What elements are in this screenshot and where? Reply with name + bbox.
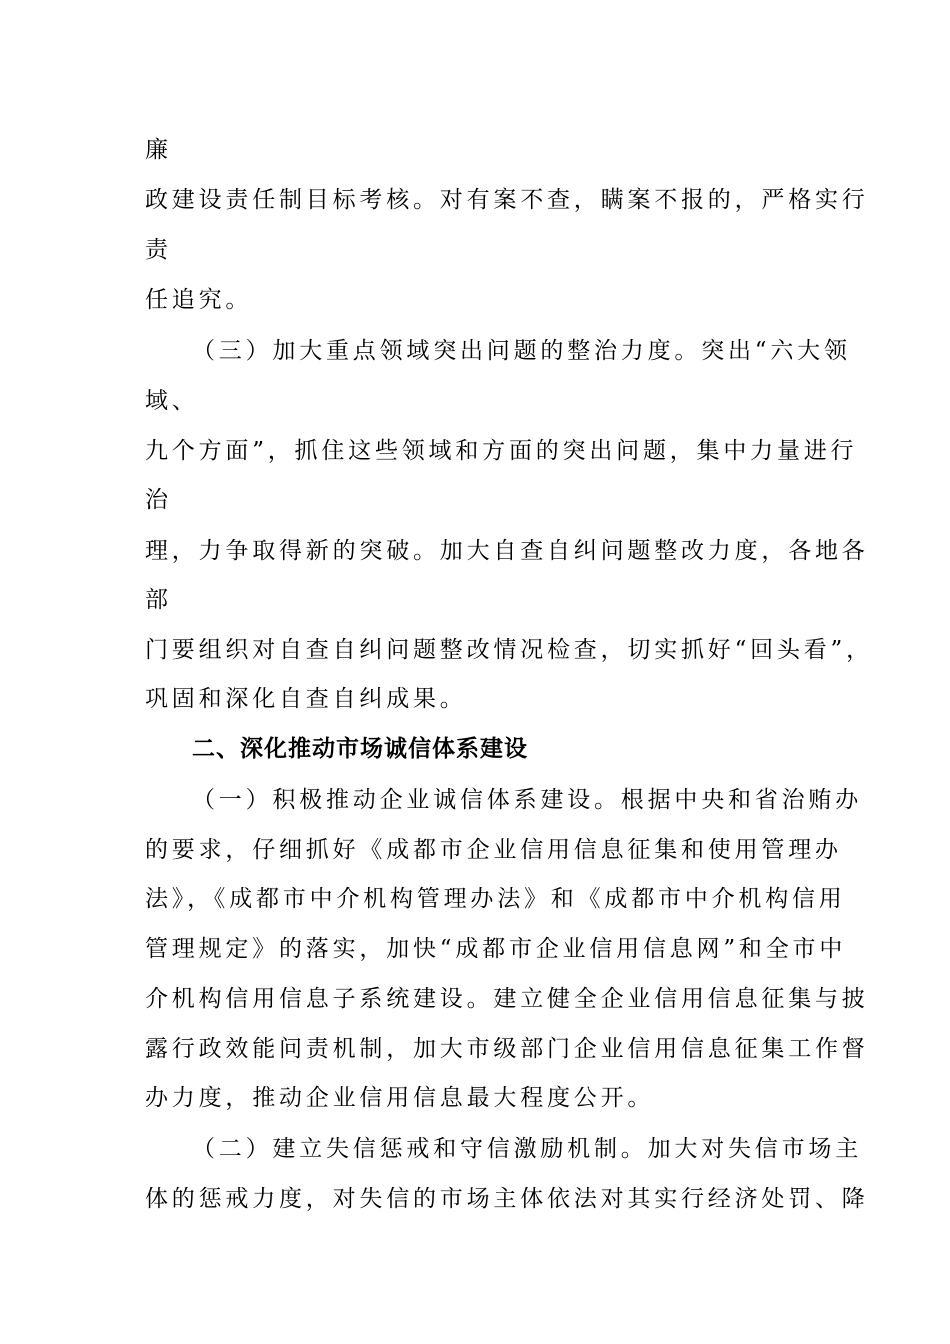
text-line: 巩固和深化自查自纠成果。 xyxy=(145,686,467,712)
text-line: 理，力争取得新的突破。加大自查自纠问题整改力度，各地各 xyxy=(145,538,869,564)
paragraph-heading: （一）积极推动企业诚信体系建设。根据中央和省治贿办 xyxy=(192,787,862,813)
text-line: 门要组织对自查自纠问题整改情况检查，切实抓好“回头看”， xyxy=(145,637,873,663)
text-line: 政建设责任制目标考核。对有案不查，瞒案不报的，严格实行 xyxy=(145,187,869,213)
text-line: 露行政效能问责机制，加大市级部门企业信用信息征集工作督 xyxy=(145,1036,869,1062)
text-line: 部 xyxy=(145,587,172,613)
text-line: 的要求，仔细抓好《成都市企业信用信息征集和使用管理办 xyxy=(145,837,842,863)
text-line: 域、 xyxy=(145,388,199,414)
text-line: 体的惩戒力度，对失信的市场主体依法对其实行经济处罚、降 xyxy=(145,1186,869,1212)
paragraph-heading: （三）加大重点领域突出问题的整治力度。突出“六大领 xyxy=(192,338,851,364)
text-line: 责 xyxy=(145,237,172,263)
text-line: 介机构信用信息子系统建设。建立健全企业信用信息征集与披 xyxy=(145,986,869,1012)
paragraph-heading: （二）建立失信惩戒和守信激励机制。加大对失信市场主 xyxy=(192,1136,862,1162)
text-line: 办力度，推动企业信用信息最大程度公开。 xyxy=(145,1085,655,1111)
text-line: 治 xyxy=(145,487,172,513)
text-line: 任追究。 xyxy=(145,287,253,313)
text-line: 法》，《成都市中介机构管理办法》和《成都市中介机构信用 xyxy=(145,886,846,912)
section-heading: 二、深化推动市场诚信体系建设 xyxy=(192,736,528,762)
text-line: 管理规定》的落实，加快“成都市企业信用信息网”和全市中 xyxy=(145,936,847,962)
text-line: 廉 xyxy=(145,137,172,163)
text-line: 九个方面”，抓住这些领域和方面的突出问题，集中力量进行 xyxy=(145,438,858,464)
